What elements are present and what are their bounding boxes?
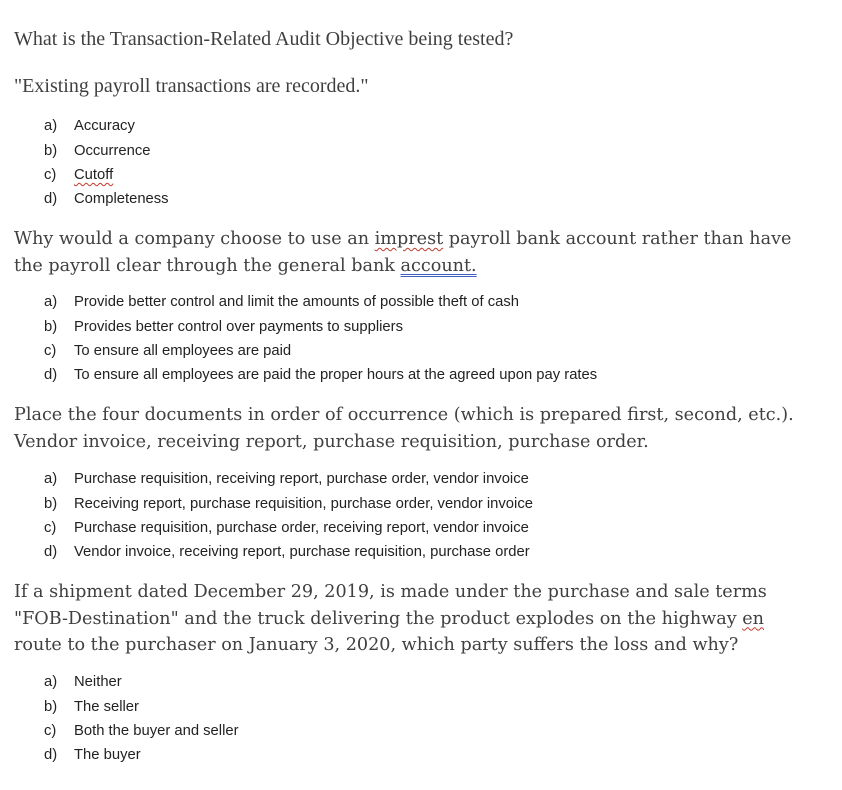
question-4-option-a[interactable] (44, 670, 239, 694)
question-1-prompt: What is the Transaction-Related Audit Objective being tested? (14, 28, 514, 50)
option-letter: d) (44, 544, 58, 561)
question-3-option-d[interactable] (44, 540, 533, 564)
question-1-option-c[interactable] (44, 163, 169, 187)
question-4-prompt-part: en (742, 608, 764, 629)
option-text: Cutoff (74, 166, 114, 183)
option-text: Completeness (74, 191, 169, 208)
option-letter: c) (44, 722, 57, 739)
question-2-option-c[interactable] (44, 339, 597, 363)
option-letter: d) (44, 747, 58, 764)
question-1-statement: "Existing payroll transactions are recorded." (14, 75, 369, 97)
option-letter: c) (44, 166, 57, 183)
option-letter: a) (44, 118, 58, 135)
question-3-prompt: Place the four documents in order of occurrence (which is prepared first, second, etc.). Vendor invoice, receiving report, purchase requisition, purchase order. (14, 405, 794, 452)
question-2-prompt-part: Why would a company choose to use an (14, 229, 375, 249)
question-4-prompt-part: route to the purchaser on January 3, 2020, which party suffers the loss and why? (14, 635, 739, 655)
question-4-option-d[interactable] (44, 743, 239, 767)
option-text: Occurrence (74, 142, 151, 159)
question-2-prompt-part: imprest (374, 229, 444, 249)
option-letter: a) (44, 294, 58, 311)
question-3-option-a[interactable] (44, 467, 533, 491)
option-text: Receiving report, purchase requisition, purchase order, vendor invoice (74, 495, 533, 512)
option-letter: b) (44, 318, 58, 335)
question-2-prompt (14, 226, 814, 279)
question-3-options (44, 467, 533, 565)
question-4-option-b[interactable] (44, 694, 239, 718)
option-text: Provide better control and limit the amounts of possible theft of cash (74, 294, 519, 311)
option-letter: c) (44, 519, 57, 536)
question-1-option-b[interactable] (44, 138, 169, 162)
option-letter: b) (44, 698, 58, 715)
question-3-option-c[interactable] (44, 516, 533, 540)
option-text: Provides better control over payments to suppliers (74, 318, 403, 335)
option-text: Neither (74, 674, 122, 691)
option-letter: d) (44, 191, 58, 208)
option-letter: c) (44, 342, 57, 359)
option-letter: a) (44, 674, 58, 691)
question-4-prompt (14, 579, 814, 659)
option-letter: b) (44, 142, 58, 159)
question-1-option-d[interactable] (44, 187, 169, 211)
option-text: The seller (74, 698, 139, 715)
option-text: Both the buyer and seller (74, 722, 239, 739)
question-2-options (44, 290, 597, 388)
question-2-option-a[interactable] (44, 290, 597, 314)
option-text: The buyer (74, 747, 141, 764)
option-text: Purchase requisition, receiving report, purchase order, vendor invoice (74, 471, 529, 488)
question-4-prompt-part: If a shipment dated December 29, 2019, is made under the purchase and sale terms "FOB-Destination" and the truck delivering the product explodes on the highway (14, 582, 767, 629)
option-text: Accuracy (74, 118, 135, 135)
question-4-option-c[interactable] (44, 719, 239, 743)
option-letter: d) (44, 367, 58, 384)
option-letter: b) (44, 495, 58, 512)
question-3-option-b[interactable] (44, 491, 533, 515)
option-text: To ensure all employees are paid the proper hours at the agreed upon pay rates (74, 367, 598, 384)
question-2-option-d[interactable] (44, 363, 597, 387)
question-2-prompt-part: payroll bank account rather than have the payroll clear through the general bank (14, 229, 792, 276)
question-1-options (44, 114, 169, 212)
option-text: Purchase requisition, purchase order, receiving report, vendor invoice (74, 519, 529, 536)
question-2-option-b[interactable] (44, 314, 597, 338)
option-text: Vendor invoice, receiving report, purchase requisition, purchase order (74, 544, 530, 561)
option-letter: a) (44, 471, 58, 488)
question-2-prompt-part: account. (400, 255, 477, 276)
question-1-option-a[interactable] (44, 114, 169, 138)
question-4-options (44, 670, 239, 768)
option-text: To ensure all employees are paid (74, 342, 292, 359)
